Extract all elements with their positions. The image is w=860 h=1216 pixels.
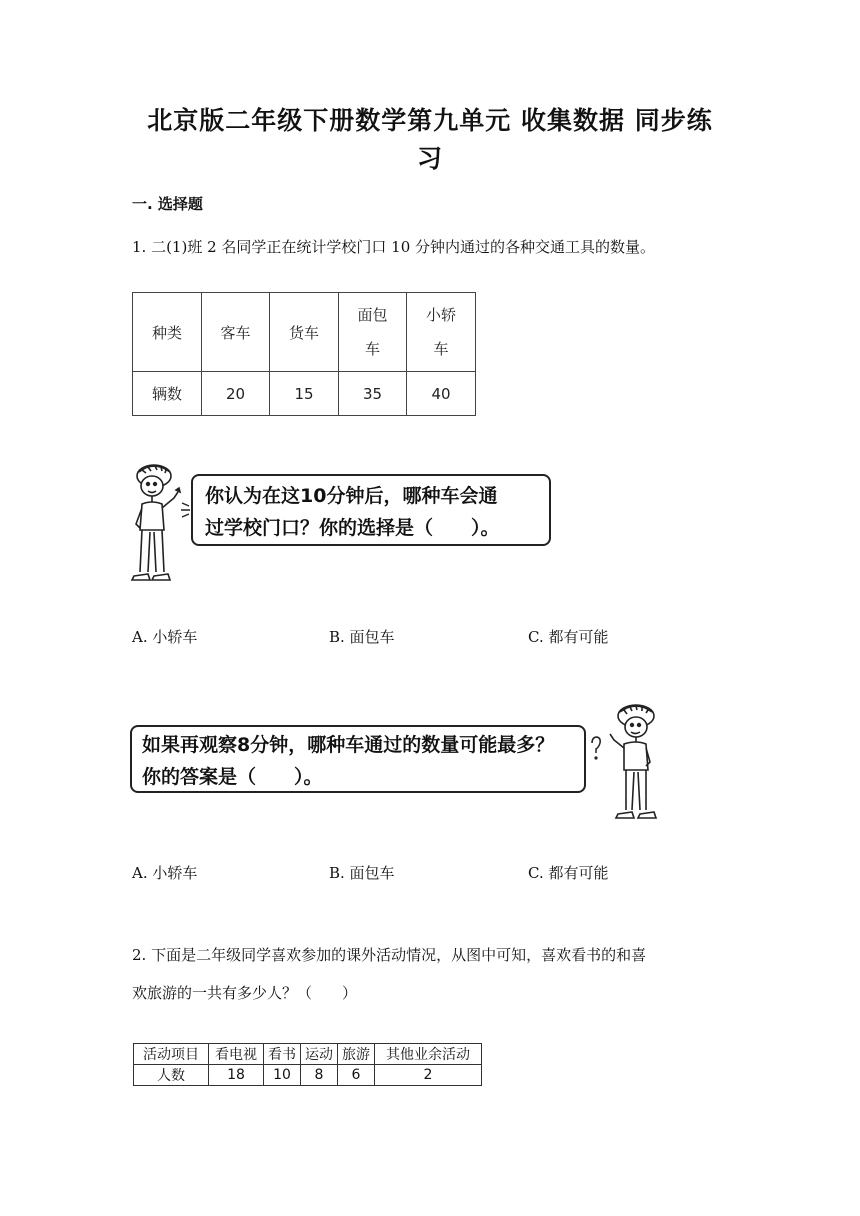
option-b[interactable]: B. 面包车 [329,628,395,646]
option-b[interactable]: B. 面包车 [329,864,395,882]
table-cell [339,293,407,372]
table-cell: 20 [202,372,270,416]
section-heading: 一. 选择题 [132,195,203,213]
option-c[interactable]: C. 都有可能 [528,864,609,882]
table-cell: 8 [301,1065,338,1086]
table-cell: 35 [339,372,407,416]
title-line-1: 北京版二年级下册数学第九单元 收集数据 同步练 [147,106,713,135]
question-line: 2. 下面是二年级同学喜欢参加的课外活动情况，从图中可知，喜欢看书的和喜 [132,946,647,964]
table-cell: 15 [270,372,339,416]
table-cell: 客车 [202,293,270,372]
options-row-2 [132,862,732,886]
table-cell: 6 [338,1065,375,1086]
page-title [120,102,740,178]
activity-table [133,1043,482,1086]
table-cell: 18 [209,1065,264,1086]
boy-illustration [600,700,664,824]
table-cell: 看书 [264,1044,301,1065]
table-cell [407,293,476,372]
option-c[interactable]: C. 都有可能 [528,628,609,646]
vehicle-table [132,292,476,416]
boy-illustration [124,462,186,586]
table-cell: 旅游 [338,1044,375,1065]
table-header-row [133,293,476,372]
wrapped-header: 小轿车 [426,306,457,358]
table-header-row [134,1044,482,1065]
speech-bubble-2 [130,725,586,793]
table-cell: 货车 [270,293,339,372]
table-cell: 其他业余活动 [375,1044,482,1065]
table-cell: 10 [264,1065,301,1086]
table-cell: 辆数 [133,372,202,416]
question-1-text: 1. 二(1)班 2 名同学正在统计学校门口 10 分钟内通过的各种交通工具的数量。 [132,238,656,256]
question-line: 欢旅游的一共有多少人？（ ） [132,984,358,1002]
bubble-line: 如果再观察8分钟，哪种车通过的数量可能最多？ [142,734,555,756]
speech-bubble-1 [191,474,551,546]
table-cell: 运动 [301,1044,338,1065]
table-cell: 看电视 [209,1044,264,1065]
table-row [133,372,476,416]
option-a[interactable]: A. 小轿车 [132,864,198,882]
bubble-line: 过学校门口？你的选择是（ ）。 [205,517,500,539]
question-2-text [132,936,732,1012]
table-cell: 人数 [134,1065,209,1086]
options-row-1 [132,626,732,650]
table-cell: 种类 [133,293,202,372]
option-a[interactable]: A. 小轿车 [132,628,198,646]
table-row [134,1065,482,1086]
wrapped-header: 面包车 [357,306,388,358]
bubble-line: 你的答案是（ ）。 [142,766,323,788]
title-line-2: 习 [416,144,443,173]
bubble-line: 你认为在这10分钟后，哪种车会通 [205,485,498,507]
table-cell: 活动项目 [134,1044,209,1065]
table-cell: 2 [375,1065,482,1086]
table-cell: 40 [407,372,476,416]
